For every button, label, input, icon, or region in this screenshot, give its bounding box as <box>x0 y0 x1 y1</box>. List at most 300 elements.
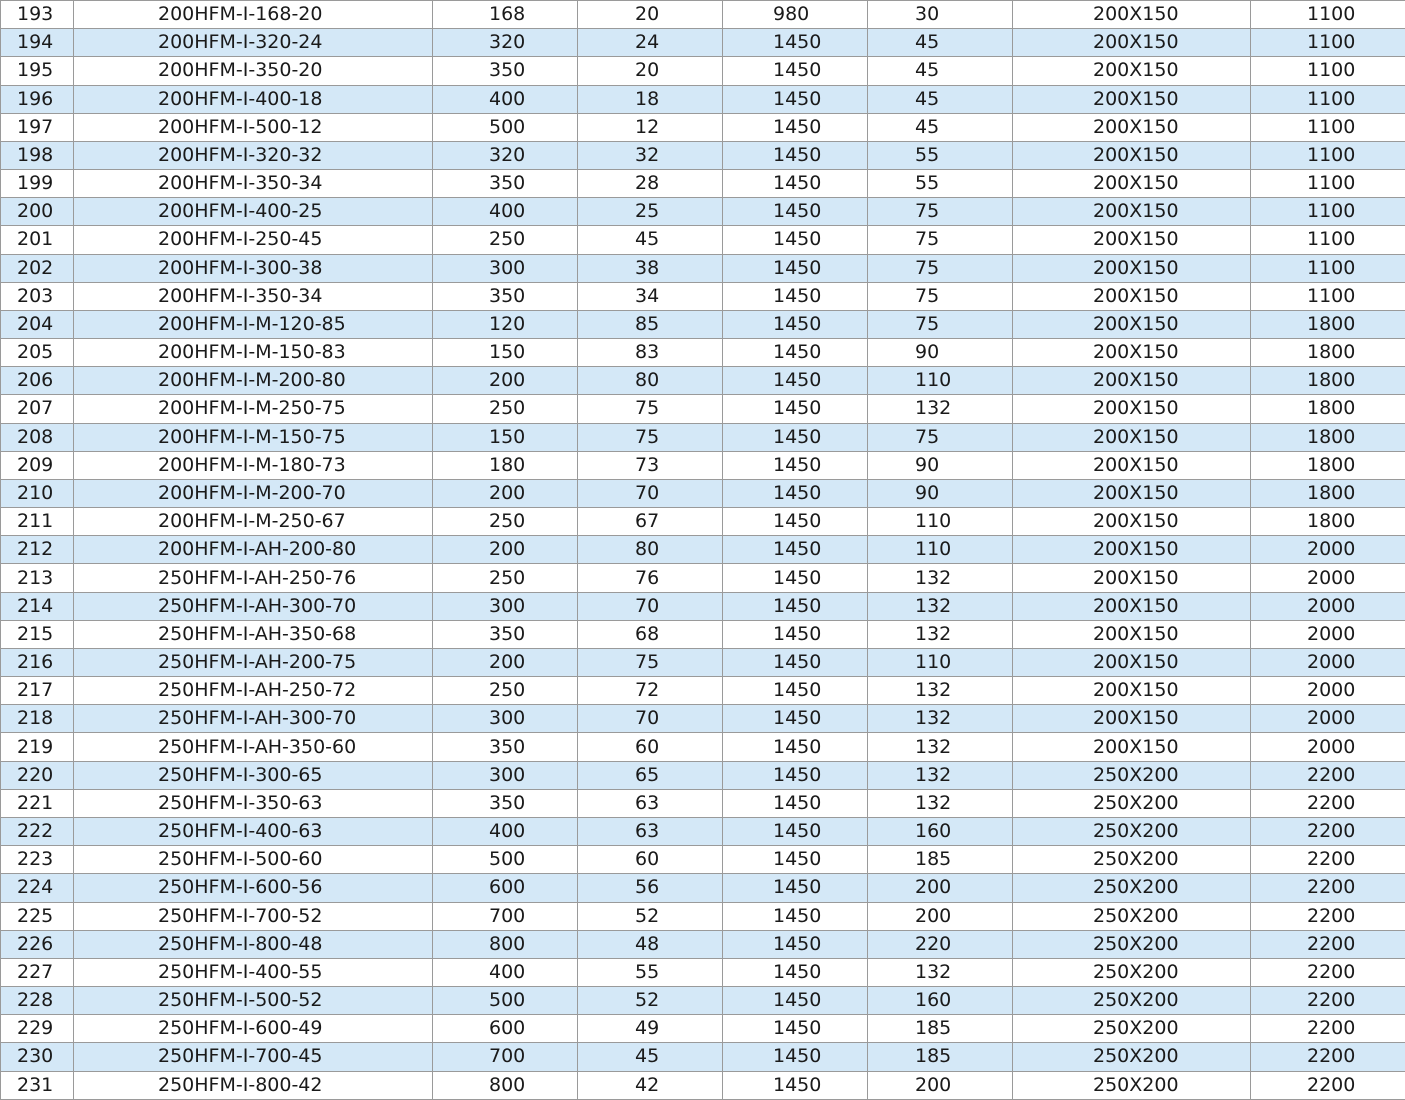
head-cell: 60 <box>578 733 723 761</box>
power-cell: 132 <box>868 620 1013 648</box>
speed-cell: 1450 <box>723 817 868 845</box>
power-cell: 200 <box>868 1071 1013 1099</box>
speed-cell: 1450 <box>723 733 868 761</box>
power-cell: 132 <box>868 395 1013 423</box>
row-number-cell: 202 <box>1 254 74 282</box>
weight-cell: 1100 <box>1251 85 1405 113</box>
outlet-size-cell: 250X200 <box>1013 789 1251 817</box>
model-cell: 200HFM-I-M-200-70 <box>74 479 433 507</box>
model-cell: 200HFM-I-400-18 <box>74 85 433 113</box>
weight-cell: 1800 <box>1251 310 1405 338</box>
flow-cell: 700 <box>433 1043 578 1071</box>
table-row <box>1 1 1405 29</box>
speed-cell: 1450 <box>723 902 868 930</box>
row-number-cell: 212 <box>1 536 74 564</box>
weight-cell: 1100 <box>1251 57 1405 85</box>
row-number-cell: 211 <box>1 508 74 536</box>
power-cell: 132 <box>868 733 1013 761</box>
flow-cell: 250 <box>433 508 578 536</box>
speed-cell: 1450 <box>723 536 868 564</box>
outlet-size-cell: 200X150 <box>1013 198 1251 226</box>
table-row <box>1 254 1405 282</box>
head-cell: 42 <box>578 1071 723 1099</box>
row-number-cell: 228 <box>1 987 74 1015</box>
flow-cell: 350 <box>433 170 578 198</box>
table-row <box>1 789 1405 817</box>
power-cell: 45 <box>868 113 1013 141</box>
power-cell: 132 <box>868 677 1013 705</box>
weight-cell: 1100 <box>1251 254 1405 282</box>
weight-cell: 1100 <box>1251 226 1405 254</box>
speed-cell: 1450 <box>723 141 868 169</box>
power-cell: 75 <box>868 310 1013 338</box>
head-cell: 65 <box>578 761 723 789</box>
speed-cell: 1450 <box>723 1015 868 1043</box>
row-number-cell: 218 <box>1 705 74 733</box>
flow-cell: 200 <box>433 536 578 564</box>
power-cell: 45 <box>868 85 1013 113</box>
flow-cell: 120 <box>433 310 578 338</box>
speed-cell: 1450 <box>723 508 868 536</box>
table-row <box>1 198 1405 226</box>
row-number-cell: 195 <box>1 57 74 85</box>
weight-cell: 2200 <box>1251 1043 1405 1071</box>
outlet-size-cell: 250X200 <box>1013 761 1251 789</box>
head-cell: 18 <box>578 85 723 113</box>
table-row <box>1 1043 1405 1071</box>
model-cell: 250HFM-I-800-42 <box>74 1071 433 1099</box>
outlet-size-cell: 200X150 <box>1013 141 1251 169</box>
weight-cell: 1100 <box>1251 113 1405 141</box>
outlet-size-cell: 200X150 <box>1013 170 1251 198</box>
table-row <box>1 29 1405 57</box>
head-cell: 68 <box>578 620 723 648</box>
row-number-cell: 210 <box>1 479 74 507</box>
head-cell: 28 <box>578 170 723 198</box>
weight-cell: 2200 <box>1251 987 1405 1015</box>
flow-cell: 500 <box>433 113 578 141</box>
flow-cell: 150 <box>433 339 578 367</box>
speed-cell: 1450 <box>723 367 868 395</box>
row-number-cell: 219 <box>1 733 74 761</box>
model-cell: 250HFM-I-700-52 <box>74 902 433 930</box>
flow-cell: 250 <box>433 226 578 254</box>
weight-cell: 2000 <box>1251 620 1405 648</box>
head-cell: 20 <box>578 57 723 85</box>
outlet-size-cell: 200X150 <box>1013 1 1251 29</box>
outlet-size-cell: 200X150 <box>1013 29 1251 57</box>
speed-cell: 1450 <box>723 113 868 141</box>
flow-cell: 250 <box>433 395 578 423</box>
row-number-cell: 217 <box>1 677 74 705</box>
flow-cell: 400 <box>433 817 578 845</box>
row-number-cell: 196 <box>1 85 74 113</box>
row-number-cell: 221 <box>1 789 74 817</box>
model-cell: 200HFM-I-300-38 <box>74 254 433 282</box>
model-cell: 200HFM-I-M-150-75 <box>74 423 433 451</box>
model-cell: 250HFM-I-AH-250-72 <box>74 677 433 705</box>
table-row <box>1 282 1405 310</box>
row-number-cell: 230 <box>1 1043 74 1071</box>
speed-cell: 980 <box>723 1 868 29</box>
weight-cell: 1100 <box>1251 282 1405 310</box>
power-cell: 132 <box>868 761 1013 789</box>
model-cell: 250HFM-I-400-63 <box>74 817 433 845</box>
model-cell: 250HFM-I-500-60 <box>74 846 433 874</box>
outlet-size-cell: 200X150 <box>1013 57 1251 85</box>
flow-cell: 400 <box>433 198 578 226</box>
model-cell: 200HFM-I-M-250-67 <box>74 508 433 536</box>
table-row <box>1 987 1405 1015</box>
head-cell: 52 <box>578 987 723 1015</box>
model-cell: 250HFM-I-800-48 <box>74 930 433 958</box>
table-row <box>1 733 1405 761</box>
speed-cell: 1450 <box>723 226 868 254</box>
power-cell: 75 <box>868 282 1013 310</box>
model-cell: 200HFM-I-320-24 <box>74 29 433 57</box>
flow-cell: 400 <box>433 958 578 986</box>
speed-cell: 1450 <box>723 423 868 451</box>
power-cell: 90 <box>868 339 1013 367</box>
outlet-size-cell: 250X200 <box>1013 1071 1251 1099</box>
weight-cell: 2200 <box>1251 846 1405 874</box>
row-number-cell: 225 <box>1 902 74 930</box>
row-number-cell: 223 <box>1 846 74 874</box>
head-cell: 67 <box>578 508 723 536</box>
flow-cell: 320 <box>433 141 578 169</box>
row-number-cell: 199 <box>1 170 74 198</box>
weight-cell: 2000 <box>1251 592 1405 620</box>
outlet-size-cell: 250X200 <box>1013 874 1251 902</box>
flow-cell: 350 <box>433 789 578 817</box>
model-cell: 250HFM-I-600-56 <box>74 874 433 902</box>
table-row <box>1 846 1405 874</box>
row-number-cell: 231 <box>1 1071 74 1099</box>
row-number-cell: 213 <box>1 564 74 592</box>
model-cell: 200HFM-I-320-32 <box>74 141 433 169</box>
model-cell: 250HFM-I-700-45 <box>74 1043 433 1071</box>
model-cell: 200HFM-I-M-200-80 <box>74 367 433 395</box>
head-cell: 56 <box>578 874 723 902</box>
outlet-size-cell: 250X200 <box>1013 1015 1251 1043</box>
flow-cell: 200 <box>433 479 578 507</box>
outlet-size-cell: 200X150 <box>1013 705 1251 733</box>
model-cell: 200HFM-I-M-250-75 <box>74 395 433 423</box>
row-number-cell: 216 <box>1 648 74 676</box>
power-cell: 132 <box>868 789 1013 817</box>
head-cell: 38 <box>578 254 723 282</box>
weight-cell: 1100 <box>1251 29 1405 57</box>
flow-cell: 700 <box>433 902 578 930</box>
row-number-cell: 200 <box>1 198 74 226</box>
weight-cell: 2000 <box>1251 648 1405 676</box>
head-cell: 75 <box>578 648 723 676</box>
power-cell: 132 <box>868 958 1013 986</box>
head-cell: 76 <box>578 564 723 592</box>
model-cell: 250HFM-I-500-52 <box>74 987 433 1015</box>
speed-cell: 1450 <box>723 705 868 733</box>
speed-cell: 1450 <box>723 254 868 282</box>
head-cell: 24 <box>578 29 723 57</box>
weight-cell: 1800 <box>1251 423 1405 451</box>
model-cell: 200HFM-I-168-20 <box>74 1 433 29</box>
outlet-size-cell: 200X150 <box>1013 733 1251 761</box>
table-row <box>1 85 1405 113</box>
model-cell: 200HFM-I-500-12 <box>74 113 433 141</box>
outlet-size-cell: 200X150 <box>1013 85 1251 113</box>
speed-cell: 1450 <box>723 479 868 507</box>
speed-cell: 1450 <box>723 620 868 648</box>
row-number-cell: 201 <box>1 226 74 254</box>
table-row <box>1 930 1405 958</box>
weight-cell: 1100 <box>1251 170 1405 198</box>
table-row <box>1 423 1405 451</box>
outlet-size-cell: 250X200 <box>1013 902 1251 930</box>
speed-cell: 1450 <box>723 958 868 986</box>
flow-cell: 320 <box>433 29 578 57</box>
table-row <box>1 1071 1405 1099</box>
outlet-size-cell: 200X150 <box>1013 677 1251 705</box>
weight-cell: 2200 <box>1251 761 1405 789</box>
table-row <box>1 648 1405 676</box>
outlet-size-cell: 250X200 <box>1013 1043 1251 1071</box>
weight-cell: 2200 <box>1251 902 1405 930</box>
outlet-size-cell: 200X150 <box>1013 367 1251 395</box>
outlet-size-cell: 200X150 <box>1013 564 1251 592</box>
row-number-cell: 206 <box>1 367 74 395</box>
table-row <box>1 902 1405 930</box>
table-row <box>1 508 1405 536</box>
flow-cell: 300 <box>433 705 578 733</box>
outlet-size-cell: 200X150 <box>1013 423 1251 451</box>
speed-cell: 1450 <box>723 170 868 198</box>
model-cell: 250HFM-I-AH-300-70 <box>74 705 433 733</box>
row-number-cell: 208 <box>1 423 74 451</box>
row-number-cell: 214 <box>1 592 74 620</box>
flow-cell: 300 <box>433 592 578 620</box>
table-row <box>1 1015 1405 1043</box>
weight-cell: 1100 <box>1251 141 1405 169</box>
power-cell: 110 <box>868 508 1013 536</box>
speed-cell: 1450 <box>723 282 868 310</box>
weight-cell: 2000 <box>1251 536 1405 564</box>
head-cell: 20 <box>578 1 723 29</box>
flow-cell: 180 <box>433 451 578 479</box>
outlet-size-cell: 200X150 <box>1013 508 1251 536</box>
row-number-cell: 224 <box>1 874 74 902</box>
table-row <box>1 141 1405 169</box>
speed-cell: 1450 <box>723 761 868 789</box>
power-cell: 132 <box>868 592 1013 620</box>
model-cell: 200HFM-I-350-34 <box>74 170 433 198</box>
power-cell: 132 <box>868 705 1013 733</box>
model-cell: 200HFM-I-M-150-83 <box>74 339 433 367</box>
weight-cell: 2200 <box>1251 817 1405 845</box>
outlet-size-cell: 200X150 <box>1013 479 1251 507</box>
head-cell: 48 <box>578 930 723 958</box>
model-cell: 250HFM-I-400-55 <box>74 958 433 986</box>
speed-cell: 1450 <box>723 1071 868 1099</box>
flow-cell: 200 <box>433 367 578 395</box>
weight-cell: 2200 <box>1251 958 1405 986</box>
power-cell: 75 <box>868 423 1013 451</box>
row-number-cell: 205 <box>1 339 74 367</box>
head-cell: 75 <box>578 395 723 423</box>
row-number-cell: 222 <box>1 817 74 845</box>
power-cell: 55 <box>868 170 1013 198</box>
row-number-cell: 229 <box>1 1015 74 1043</box>
head-cell: 70 <box>578 705 723 733</box>
outlet-size-cell: 200X150 <box>1013 310 1251 338</box>
power-cell: 45 <box>868 57 1013 85</box>
weight-cell: 2000 <box>1251 733 1405 761</box>
speed-cell: 1450 <box>723 677 868 705</box>
flow-cell: 350 <box>433 620 578 648</box>
model-cell: 200HFM-I-350-34 <box>74 282 433 310</box>
head-cell: 72 <box>578 677 723 705</box>
outlet-size-cell: 200X150 <box>1013 282 1251 310</box>
flow-cell: 300 <box>433 761 578 789</box>
weight-cell: 1800 <box>1251 395 1405 423</box>
table-row <box>1 620 1405 648</box>
flow-cell: 200 <box>433 648 578 676</box>
row-number-cell: 194 <box>1 29 74 57</box>
power-cell: 75 <box>868 226 1013 254</box>
speed-cell: 1450 <box>723 57 868 85</box>
head-cell: 12 <box>578 113 723 141</box>
weight-cell: 2200 <box>1251 1015 1405 1043</box>
flow-cell: 350 <box>433 57 578 85</box>
table-row <box>1 564 1405 592</box>
flow-cell: 500 <box>433 846 578 874</box>
row-number-cell: 226 <box>1 930 74 958</box>
power-cell: 110 <box>868 367 1013 395</box>
model-cell: 250HFM-I-300-65 <box>74 761 433 789</box>
weight-cell: 1800 <box>1251 508 1405 536</box>
model-cell: 200HFM-I-400-25 <box>74 198 433 226</box>
head-cell: 60 <box>578 846 723 874</box>
outlet-size-cell: 200X150 <box>1013 620 1251 648</box>
power-cell: 132 <box>868 564 1013 592</box>
weight-cell: 2000 <box>1251 705 1405 733</box>
outlet-size-cell: 200X150 <box>1013 648 1251 676</box>
model-cell: 200HFM-I-M-180-73 <box>74 451 433 479</box>
outlet-size-cell: 250X200 <box>1013 817 1251 845</box>
table-row <box>1 592 1405 620</box>
model-cell: 250HFM-I-AH-300-70 <box>74 592 433 620</box>
model-cell: 250HFM-I-AH-200-75 <box>74 648 433 676</box>
row-number-cell: 207 <box>1 395 74 423</box>
table-row <box>1 451 1405 479</box>
weight-cell: 2200 <box>1251 930 1405 958</box>
table-row <box>1 536 1405 564</box>
head-cell: 34 <box>578 282 723 310</box>
power-cell: 160 <box>868 817 1013 845</box>
table-row <box>1 958 1405 986</box>
table-row <box>1 339 1405 367</box>
speed-cell: 1450 <box>723 648 868 676</box>
table-row <box>1 479 1405 507</box>
power-cell: 160 <box>868 987 1013 1015</box>
head-cell: 55 <box>578 958 723 986</box>
outlet-size-cell: 200X150 <box>1013 254 1251 282</box>
weight-cell: 1100 <box>1251 1 1405 29</box>
power-cell: 45 <box>868 29 1013 57</box>
row-number-cell: 227 <box>1 958 74 986</box>
table-row <box>1 677 1405 705</box>
flow-cell: 150 <box>433 423 578 451</box>
outlet-size-cell: 200X150 <box>1013 226 1251 254</box>
power-cell: 200 <box>868 902 1013 930</box>
head-cell: 70 <box>578 479 723 507</box>
model-cell: 250HFM-I-600-49 <box>74 1015 433 1043</box>
power-cell: 220 <box>868 930 1013 958</box>
power-cell: 30 <box>868 1 1013 29</box>
flow-cell: 250 <box>433 677 578 705</box>
outlet-size-cell: 250X200 <box>1013 958 1251 986</box>
table-row <box>1 367 1405 395</box>
weight-cell: 2200 <box>1251 789 1405 817</box>
speed-cell: 1450 <box>723 846 868 874</box>
row-number-cell: 193 <box>1 1 74 29</box>
head-cell: 80 <box>578 367 723 395</box>
weight-cell: 1800 <box>1251 339 1405 367</box>
power-cell: 185 <box>868 1015 1013 1043</box>
flow-cell: 350 <box>433 733 578 761</box>
row-number-cell: 197 <box>1 113 74 141</box>
speed-cell: 1450 <box>723 592 868 620</box>
speed-cell: 1450 <box>723 1043 868 1071</box>
head-cell: 45 <box>578 1043 723 1071</box>
table-row <box>1 761 1405 789</box>
outlet-size-cell: 200X150 <box>1013 451 1251 479</box>
row-number-cell: 220 <box>1 761 74 789</box>
flow-cell: 168 <box>433 1 578 29</box>
table-row <box>1 817 1405 845</box>
power-cell: 110 <box>868 536 1013 564</box>
speed-cell: 1450 <box>723 29 868 57</box>
head-cell: 80 <box>578 536 723 564</box>
speed-cell: 1450 <box>723 85 868 113</box>
power-cell: 110 <box>868 648 1013 676</box>
head-cell: 70 <box>578 592 723 620</box>
row-number-cell: 209 <box>1 451 74 479</box>
power-cell: 75 <box>868 198 1013 226</box>
flow-cell: 500 <box>433 987 578 1015</box>
outlet-size-cell: 200X150 <box>1013 536 1251 564</box>
flow-cell: 600 <box>433 874 578 902</box>
speed-cell: 1450 <box>723 310 868 338</box>
head-cell: 25 <box>578 198 723 226</box>
table-row <box>1 705 1405 733</box>
speed-cell: 1450 <box>723 339 868 367</box>
power-cell: 90 <box>868 451 1013 479</box>
row-number-cell: 198 <box>1 141 74 169</box>
table-row <box>1 113 1405 141</box>
flow-cell: 250 <box>433 564 578 592</box>
flow-cell: 600 <box>433 1015 578 1043</box>
head-cell: 63 <box>578 789 723 817</box>
head-cell: 52 <box>578 902 723 930</box>
weight-cell: 1800 <box>1251 479 1405 507</box>
speed-cell: 1450 <box>723 987 868 1015</box>
head-cell: 85 <box>578 310 723 338</box>
weight-cell: 2200 <box>1251 874 1405 902</box>
head-cell: 63 <box>578 817 723 845</box>
head-cell: 45 <box>578 226 723 254</box>
table-row <box>1 310 1405 338</box>
table-body <box>1 1 1405 1100</box>
